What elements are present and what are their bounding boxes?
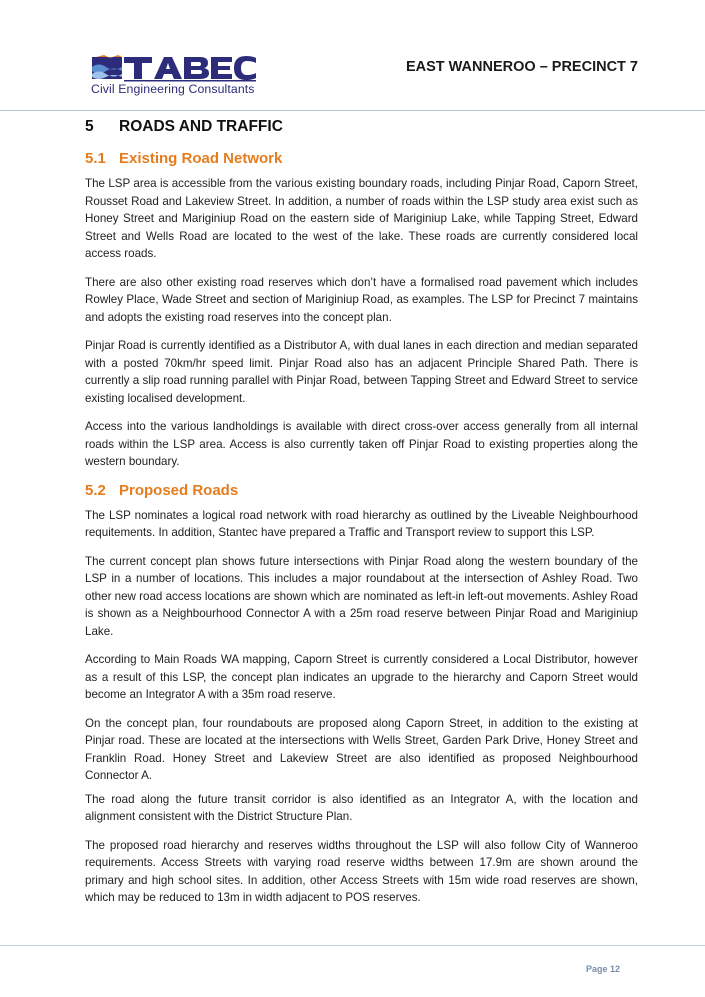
logo-subtitle: Civil Engineering Consultants: [91, 82, 255, 96]
paragraph: The LSP nominates a logical road network with road hierarchy as outlined by the Liveable Neighbourhood requitements. In addition, Stantec have prepared a Traffic and Transport review to support this LSP.: [85, 508, 638, 539]
paragraph: The current concept plan shows future intersections with Pinjar Road along the western boundary of the LSP in a number of locations. This includes a major roundabout at the intersection of Ashley Road. Two other new road access locations are shown which are nominated as left-in left-out movements. Ashley Road is shown as a Neighbourhood Connector A with a 25m road reserve between Pinjar Road and Mariginiup Lake.: [85, 554, 638, 638]
footer-divider: [0, 945, 705, 946]
page-header: [0, 0, 705, 112]
paragraph: The LSP area is accessible from the various existing boundary roads, including Pinjar Road, Caporn Street, Rousset Road and Lakeview Street. In addition, a number of roads within the LSP study area exist such as Honey Street and Mariginiup Road on the eastern side of Mariginiup Lake, while Tapping Street, Edward Street and Wells Road are located to the west of the lake. These roads are currently considered local access roads.: [85, 177, 638, 260]
header-divider: [0, 110, 705, 111]
paragraph: The road along the future transit corridor is also identified as an Integrator A, with the location and alignment consistent with the District Structure Plan.: [85, 792, 638, 823]
paragraph: According to Main Roads WA mapping, Caporn Street is currently considered a Local Distributor, however as a result of this LSP, the concept plan indicates an upgrade to the hierarchy and Caporn Street would become an Integrator A with a 35m road reserve.: [85, 653, 638, 701]
page-number: Page 12: [585, 964, 620, 974]
paragraph: On the concept plan, four roundabouts are proposed along Caporn Street, in addition to the existing at Pinjar road. These are located at the intersections with Wells Street, Garden Park Drive, Honey Street and Franklin Road. Honey Street and Lakeview Street are also identified as proposed Neighbourhood Connector A.: [85, 716, 638, 782]
paragraph: Pinjar Road is currently identified as a Distributor A, with dual lanes in each direction and median separated with a posted 70km/hr speed limit. Pinjar Road also has an adjacent Principle Shared Path. There is currently a slip road running parallel with Pinjar Road, between Tapping Street and Edward Street to service existing localised development.: [85, 339, 638, 405]
section-heading: [85, 118, 638, 136]
page-content: [85, 118, 638, 918]
paragraph: The proposed road hierarchy and reserves widths throughout the LSP will also follow City of Wanneroo requirements. Access Streets with varying road reserve widths between 17.9m are shown around the primary and high school sites. In addition, other Access Streets with 15m wide road reserves are shown, which may be reduced to 13m in width adjacent to POS reserves.: [85, 838, 638, 904]
subsection-title: Proposed Roads: [119, 481, 239, 499]
section-number: 5: [85, 118, 94, 135]
tabec-logo-graphic: [90, 53, 265, 83]
subsection-title: Existing Road Network: [119, 150, 283, 167]
section-title: ROADS AND TRAFFIC: [119, 118, 283, 135]
document-title: EAST WANNEROO – PRECINCT 7: [405, 59, 638, 75]
subsection-number: 5.2: [85, 481, 106, 499]
paragraph: Access into the various landholdings is available with direct cross-over access generally from all internal roads within the LSP area. Access is also currently taken off Pinjar Road to existing properties along the western boundary.: [85, 420, 638, 468]
subsection-number: 5.1: [85, 150, 106, 167]
subsection-heading-proposed-roads: [85, 482, 638, 499]
paragraph: There are also other existing road reserves which don’t have a formalised road pavement which includes Rowley Place, Wade Street and section of Mariginiup Road, as examples. The LSP for Precinct 7 maintains and adopts the existing road reserves into the concept plan.: [85, 275, 638, 324]
subsection-heading-existing-roads: [85, 150, 638, 167]
